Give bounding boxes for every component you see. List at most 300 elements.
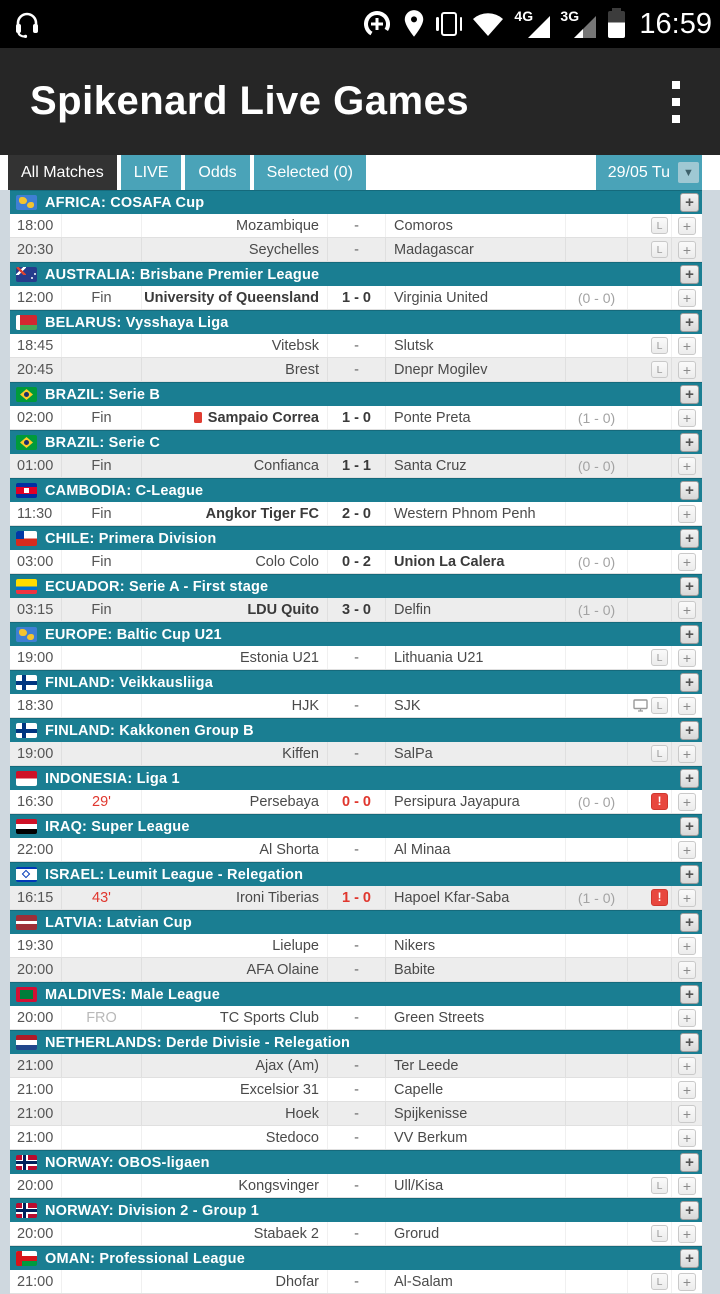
league-header[interactable] [10,382,702,406]
league-header[interactable] [10,574,702,598]
add-match-button[interactable]: + [678,697,696,715]
away-team: Green Streets [394,1009,485,1026]
league-header[interactable] [10,190,702,214]
flag-netherlands-icon [16,1035,37,1050]
home-team: Ironi Tiberias [235,889,319,906]
live-centre-button[interactable]: L [651,337,668,354]
tab-selected-0[interactable]: Selected (0) [254,155,366,190]
home-team-cell [142,1006,328,1029]
match-list [10,190,702,1294]
away-team: Dnepr Mogilev [394,361,488,378]
away-team-cell [386,334,566,357]
halftime-score [566,238,628,261]
home-team-cell [142,742,328,765]
row-icons [628,1270,672,1293]
league-header[interactable] [10,478,702,502]
home-team-cell [142,406,328,429]
league-title: BELARUS: Vysshaya Liga [45,314,229,331]
flag-maldives-icon [16,987,37,1002]
match-status-cell [62,1174,142,1197]
flag-chile-icon [16,531,37,546]
away-team: Delfin [394,601,432,618]
tab-list [8,155,366,190]
add-match-cell [672,790,702,813]
add-match-button[interactable]: + [678,409,696,427]
add-league-button[interactable]: + [680,481,699,500]
home-team-cell [142,454,328,477]
match-status: FRO [86,1009,117,1026]
away-team: Grorud [394,1225,440,1242]
match-time: 20:00 [10,1222,62,1245]
add-league-button[interactable]: + [680,721,699,740]
home-team: Excelsior 31 [240,1081,319,1098]
halftime-score: (0 - 0) [566,286,628,309]
add-match-button[interactable]: + [678,241,696,259]
halftime-score [566,1078,628,1101]
away-team-cell [386,838,566,861]
match-score: - [328,1006,386,1029]
match-status: Fin [91,601,112,618]
away-team: Al-Salam [394,1273,453,1290]
match-time: 12:00 [10,286,62,309]
match-status-cell [62,502,142,525]
home-team: Kiffen [282,745,319,762]
match-time: 21:00 [10,1078,62,1101]
league-header[interactable] [10,622,702,646]
row-icons [628,934,672,957]
away-team: Al Minaa [394,841,451,858]
home-team: AFA Olaine [246,961,319,978]
home-team: University of Queensland [144,289,319,306]
add-match-button[interactable]: + [678,1177,696,1195]
match-row[interactable] [10,694,702,718]
halftime-score: (1 - 0) [566,886,628,909]
match-status-cell [62,1270,142,1293]
league-header[interactable] [10,310,702,334]
kebab-menu-icon[interactable] [672,81,680,123]
flag-indonesia-icon [16,771,37,786]
match-row[interactable] [10,550,702,574]
add-league-button[interactable]: + [680,577,699,596]
away-team: Western Phnom Penh [394,505,536,522]
match-score: - [328,358,386,381]
halftime-score [566,1222,628,1245]
match-row[interactable] [10,1126,702,1150]
match-score: 2 - 0 [328,502,386,525]
row-icons [628,238,672,261]
league-header[interactable] [10,670,702,694]
match-score: - [328,1054,386,1077]
row-icons [628,286,672,309]
flag-brazil-icon [16,387,37,402]
row-icons [628,214,672,237]
league-header[interactable] [10,718,702,742]
add-match-cell [672,934,702,957]
add-league-button[interactable]: + [680,529,699,548]
add-league-button[interactable]: + [680,1033,699,1052]
league-header[interactable] [10,1150,702,1174]
date-label: 29/05 Tu [607,163,670,181]
halftime-score [566,958,628,981]
match-time: 18:00 [10,214,62,237]
add-league-button[interactable]: + [680,313,699,332]
match-time: 16:30 [10,790,62,813]
match-time: 02:00 [10,406,62,429]
away-team: Madagascar [394,241,474,258]
match-row[interactable] [10,1174,702,1198]
match-status-cell [62,358,142,381]
add-league-button[interactable]: + [680,1153,699,1172]
away-team: Union La Calera [394,553,505,570]
row-icons [628,502,672,525]
add-match-button[interactable]: + [678,1105,696,1123]
tab-all-matches[interactable]: All Matches [8,155,117,190]
away-team-cell [386,1102,566,1125]
chevron-down-icon[interactable]: ▼ [678,162,699,183]
away-team-cell [386,790,566,813]
away-team-cell [386,1222,566,1245]
home-team-cell [142,694,328,717]
halftime-score [566,742,628,765]
add-match-button[interactable]: + [678,601,696,619]
league-header[interactable] [10,526,702,550]
match-row[interactable] [10,334,702,358]
match-row[interactable] [10,454,702,478]
add-match-button[interactable]: + [678,793,696,811]
home-team: Mozambique [235,217,319,234]
add-match-button[interactable]: + [678,1009,696,1027]
add-match-cell [672,502,702,525]
league-header[interactable] [10,862,702,886]
match-time: 20:00 [10,1006,62,1029]
league-header[interactable] [10,982,702,1006]
match-row[interactable] [10,238,702,262]
row-icons [628,742,672,765]
add-match-button[interactable]: + [678,1273,696,1291]
live-centre-button[interactable]: L [651,361,668,378]
match-status-cell [62,1126,142,1149]
home-team-cell [142,550,328,573]
league-title: NETHERLANDS: Derde Divisie - Relegation [45,1034,351,1051]
match-time: 20:45 [10,358,62,381]
match-row[interactable] [10,934,702,958]
tv-icon [633,699,648,712]
add-match-cell [672,1102,702,1125]
add-match-cell [672,406,702,429]
live-centre-button[interactable]: L [651,1177,668,1194]
add-league-button[interactable]: + [680,193,699,212]
away-team-cell [386,1078,566,1101]
tab-odds[interactable]: Odds [185,155,249,190]
home-team: Kongsvinger [238,1177,319,1194]
match-row[interactable] [10,286,702,310]
add-league-button[interactable]: + [680,985,699,1004]
add-league-button[interactable]: + [680,913,699,932]
add-match-button[interactable]: + [678,961,696,979]
home-team: Colo Colo [255,553,319,570]
add-match-button[interactable]: + [678,889,696,907]
row-icons [628,550,672,573]
league-header[interactable] [10,1030,702,1054]
match-score: 1 - 0 [328,286,386,309]
match-status-cell [62,406,142,429]
flag-israel-icon [16,867,37,882]
flag-ecuador-icon [16,579,37,594]
tab-live[interactable]: LIVE [121,155,182,190]
away-team-cell [386,694,566,717]
row-icons [628,1222,672,1245]
away-team-cell [386,934,566,957]
flag-australia-icon [16,267,37,282]
home-team-cell [142,214,328,237]
away-team: Santa Cruz [394,457,467,474]
away-team-cell [386,742,566,765]
location-icon [402,9,426,39]
row-icons [628,958,672,981]
match-score: - [328,1126,386,1149]
headset-icon [14,10,40,38]
add-league-button[interactable]: + [680,1201,699,1220]
match-status-cell [62,1006,142,1029]
add-match-cell [672,1174,702,1197]
league-title: NORWAY: Division 2 - Group 1 [45,1202,260,1219]
row-icons [628,454,672,477]
home-team-cell [142,886,328,909]
match-score: - [328,1270,386,1293]
halftime-score: (1 - 0) [566,406,628,429]
match-row[interactable] [10,886,702,910]
match-row[interactable] [10,1054,702,1078]
match-status-cell [62,958,142,981]
match-score: - [328,838,386,861]
add-league-button[interactable]: + [680,817,699,836]
add-league-button[interactable]: + [680,1249,699,1268]
add-match-cell [672,646,702,669]
away-team-cell [386,1126,566,1149]
home-team-cell [142,1126,328,1149]
match-status: Fin [91,505,112,522]
match-row[interactable] [10,598,702,622]
match-status-cell [62,1054,142,1077]
add-league-button[interactable]: + [680,385,699,404]
signal-3g-icon: 3G [560,8,596,40]
home-team: Seychelles [248,241,319,258]
league-title: LATVIA: Latvian Cup [45,914,192,931]
add-match-cell [672,550,702,573]
match-row[interactable] [10,1222,702,1246]
home-team-cell [142,1078,328,1101]
match-row[interactable] [10,958,702,982]
row-icons [628,334,672,357]
flag-cosafa-icon [16,627,37,642]
match-status: 29' [92,793,111,810]
home-team-cell [142,334,328,357]
away-team-cell [386,1174,566,1197]
add-match-cell [672,358,702,381]
add-match-button[interactable]: + [678,745,696,763]
add-match-cell [672,1270,702,1293]
add-match-button[interactable]: + [678,841,696,859]
date-selector[interactable] [596,155,702,190]
away-team: Nikers [394,937,436,954]
row-icons [628,1174,672,1197]
league-title: EUROPE: Baltic Cup U21 [45,626,222,643]
live-centre-button[interactable]: L [651,1273,668,1290]
halftime-score [566,1006,628,1029]
home-team: Stedoco [265,1129,319,1146]
flag-cosafa-icon [16,195,37,210]
match-score: 1 - 0 [328,886,386,909]
flag-iraq-icon [16,819,37,834]
league-header[interactable] [10,910,702,934]
match-time: 16:15 [10,886,62,909]
home-team: Ajax (Am) [255,1057,319,1074]
add-league-button[interactable]: + [680,265,699,284]
league-header[interactable] [10,814,702,838]
add-match-button[interactable]: + [678,457,696,475]
match-time: 03:00 [10,550,62,573]
away-team-cell [386,358,566,381]
away-team: Lithuania U21 [394,649,484,666]
match-time: 21:00 [10,1102,62,1125]
match-row[interactable] [10,646,702,670]
match-score: - [328,742,386,765]
match-status: Fin [91,457,112,474]
league-title: ISRAEL: Leumit League - Relegation [45,866,304,883]
halftime-score: (0 - 0) [566,454,628,477]
match-status-cell [62,886,142,909]
add-league-button[interactable]: + [680,433,699,452]
halftime-score: (0 - 0) [566,550,628,573]
row-icons [628,406,672,429]
add-match-button[interactable]: + [678,1057,696,1075]
league-header[interactable] [10,262,702,286]
match-row[interactable] [10,1270,702,1294]
add-match-cell [672,958,702,981]
match-score: 0 - 2 [328,550,386,573]
home-team: HJK [291,697,319,714]
add-match-button[interactable]: + [678,505,696,523]
match-status-cell [62,1102,142,1125]
home-team: Angkor Tiger FC [205,505,319,522]
halftime-score [566,502,628,525]
match-time: 21:00 [10,1270,62,1293]
add-match-cell [672,1126,702,1149]
add-league-button[interactable]: + [680,865,699,884]
add-match-button[interactable]: + [678,217,696,235]
match-row[interactable] [10,214,702,238]
away-team: Spijkenisse [394,1105,468,1122]
match-status: Fin [91,553,112,570]
live-centre-button[interactable]: L [651,1225,668,1242]
match-row[interactable] [10,790,702,814]
add-league-button[interactable]: + [680,769,699,788]
match-row[interactable] [10,358,702,382]
match-row[interactable] [10,1078,702,1102]
home-team: Stabaek 2 [253,1225,319,1242]
row-icons [628,694,672,717]
add-match-button[interactable]: + [678,649,696,667]
match-status-cell [62,790,142,813]
match-status-cell [62,838,142,861]
league-header[interactable] [10,1198,702,1222]
match-time: 19:00 [10,646,62,669]
match-row[interactable] [10,742,702,766]
row-icons [628,646,672,669]
live-centre-button[interactable]: L [651,745,668,762]
halftime-score [566,1102,628,1125]
add-match-button[interactable]: + [678,337,696,355]
status-bar [0,0,720,48]
flag-cambodia-icon [16,483,37,498]
halftime-score [566,334,628,357]
live-centre-button[interactable]: L [651,649,668,666]
add-match-cell [672,1054,702,1077]
home-team: Confianca [253,457,319,474]
league-header[interactable] [10,1246,702,1270]
match-row[interactable] [10,1006,702,1030]
add-match-cell [672,214,702,237]
row-icons [628,1054,672,1077]
add-match-button[interactable]: + [678,1081,696,1099]
home-team: Estonia U21 [240,649,319,666]
live-centre-button[interactable]: L [651,697,668,714]
match-row[interactable] [10,502,702,526]
add-match-cell [672,886,702,909]
league-header[interactable] [10,430,702,454]
away-team: Ponte Preta [394,409,471,426]
match-status-cell [62,214,142,237]
live-centre-button[interactable]: L [651,241,668,258]
match-row[interactable] [10,838,702,862]
match-status-cell [62,550,142,573]
home-team-cell [142,1054,328,1077]
league-header[interactable] [10,766,702,790]
add-match-button[interactable]: + [678,1129,696,1147]
add-match-cell [672,286,702,309]
match-status-cell [62,286,142,309]
away-team-cell [386,598,566,621]
match-status-cell [62,934,142,957]
add-match-cell [672,838,702,861]
tab-bar [0,155,720,190]
add-match-button[interactable]: + [678,553,696,571]
add-match-button[interactable]: + [678,289,696,307]
league-title: AUSTRALIA: Brisbane Premier League [45,266,320,283]
league-title: NORWAY: OBOS-ligaen [45,1154,210,1171]
match-score: - [328,646,386,669]
match-row[interactable] [10,406,702,430]
add-league-button[interactable]: + [680,673,699,692]
add-match-button[interactable]: + [678,1225,696,1243]
away-team-cell [386,646,566,669]
away-team-cell [386,286,566,309]
halftime-score [566,1054,628,1077]
home-team-cell [142,238,328,261]
home-team-cell [142,646,328,669]
match-status-cell [62,238,142,261]
match-row[interactable] [10,1102,702,1126]
row-icons [628,886,672,909]
add-match-button[interactable]: + [678,361,696,379]
halftime-score [566,838,628,861]
league-title: CHILE: Primera Division [45,530,217,547]
add-match-button[interactable]: + [678,937,696,955]
add-match-cell [672,1006,702,1029]
live-centre-button[interactable]: L [651,217,668,234]
match-status-cell [62,598,142,621]
add-league-button[interactable]: + [680,625,699,644]
